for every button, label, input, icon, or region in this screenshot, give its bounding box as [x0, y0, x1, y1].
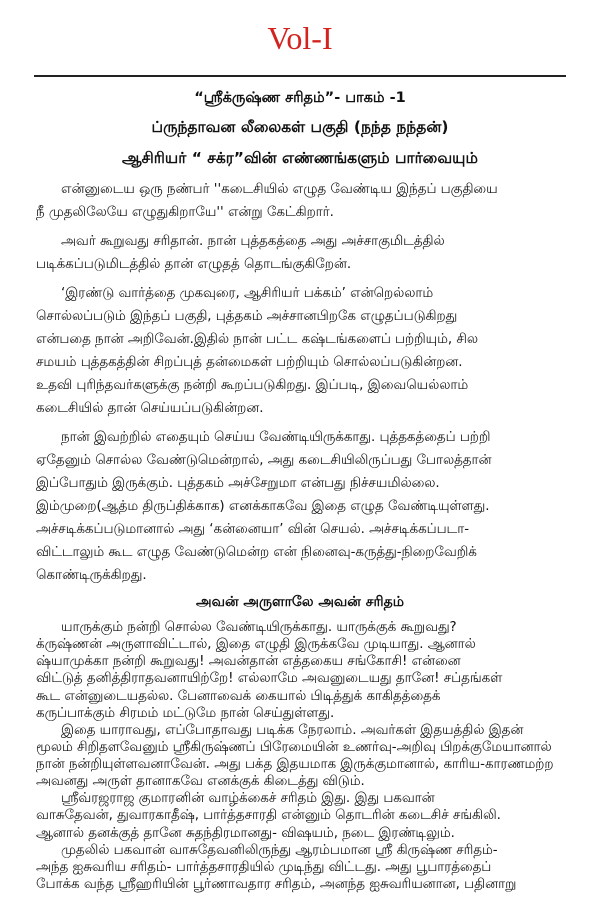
horizontal-rule — [34, 75, 566, 77]
text-line: அந்த ஐசுவரிய சரிதம்- பார்த்தசாரதியில் முடிந்து விட்டது. அது பூபாரத்தைப் — [36, 859, 492, 875]
text-line: வாசுதேவன், துவாரகாதீஷ், பார்த்தசாரதி என்னும் தொடரின் கடைசிச் சங்கிலி. — [36, 808, 501, 824]
text-line: நான் நன்றியுள்ளவனாவேன். அது பக்த இதயமாக இருக்குமானால், காரிய-காரணமற்ற — [36, 757, 554, 772]
text-line: இம்முறை(ஆத்ம திருப்திக்காக) எனக்காகவே இதை எழுத வேண்டியுள்ளது. — [36, 499, 490, 514]
section-title: ஆசிரியர் “ சக்ர”வின் எண்ணங்களும் பார்வையும் — [122, 149, 478, 167]
text-line: அச்சடிக்கப்படுமானால் அது ‘கன்னையா’ வின் செயல். அச்சடிக்கப்படா- — [36, 522, 470, 537]
text-line: கூட என்னுடையதல்ல. பேனாவைக் கையால் பிடித்துக் காகிதத்தைக் — [36, 688, 441, 704]
text-line: முதலில் பகவான் வாசுதேவனிலிருந்து ஆரம்பமான ஸ்ரீ கிருஷ்ண சரிதம்- — [61, 842, 498, 858]
text-line: ஷ்யாமுக்கா நன்றி கூறுவது! அவன்தான் எத்தகைய சங்கோசி! என்னை — [36, 654, 461, 670]
text-line: என்னுடைய ஒரு நண்பர் ''கடைசியில் எழுத வேண்டிய இந்தப் பகுதியை — [61, 182, 498, 197]
text-line: ‘இரண்டு வார்த்தை முகவுரை, ஆசிரியர் பக்கம்’ என்றெல்லாம் — [61, 286, 434, 301]
series-title: “ஸ்ரீக்ருஷ்ண சரிதம்”- பாகம் -1 — [194, 90, 406, 106]
text-line: கொண்டிருக்கிறது. — [36, 568, 147, 583]
text-line: என்பதை நான் அறிவேன்.இதில் நான் பட்ட கஷ்டங்களைப் பற்றியும், சில — [36, 332, 479, 347]
text-line: படிக்கப்படுமிடத்தில் தான் எழுதத் தொடங்குகிறேன். — [36, 257, 352, 272]
text-line: உதவி புரிந்தவர்களுக்கு நன்றி கூறப்படுகிறது. இப்படி, இவையெல்லாம் — [36, 378, 469, 393]
text-line: நீ முதலிலேயே எழுதுகிறாயே'' என்று கேட்கிறார். — [36, 205, 334, 220]
text-line: அவர் கூறுவது சரிதான். நான் புத்தகத்தை அது அச்சாகுமிடத்தில் — [61, 234, 445, 249]
text-line: ஸ்ரீவ்ரஜராஜ குமாரனின் வாழ்க்கைச் சரிதம் இது. இது பகவான் — [61, 791, 435, 807]
text-line: விட்டாலும் கூட எழுத வேண்டுமென்ற என் நினைவு-கருத்து-நிறைவேறிக் — [36, 545, 477, 560]
part-title: ப்ருந்தாவன லீலைகள் பகுதி (நந்த நந்தன்) — [151, 118, 449, 136]
text-line: அவனது அருள் தானாகவே எனக்குக் கிடைத்து விடும். — [36, 774, 365, 790]
text-line: கருப்பாக்கும் சிரமம் மட்டுமே நான் செய்துள்ளது. — [36, 705, 335, 721]
text-line: க்ருஷ்ணன் அருளாவிட்டால், இதை எழுதி இருக்கவே முடியாது. ஆனால் — [36, 637, 476, 653]
text-line: இப்போதும் இருக்கும். புத்தகம் அச்சேறுமா என்பது நிச்சயமில்லை. — [36, 476, 440, 491]
text-line: நான் இவற்றில் எதையும் செய்ய வேண்டியிருக்காது. புத்தகத்தைப் பற்றி — [61, 430, 491, 445]
volume-label: Vol-I — [267, 20, 333, 56]
text-line: இதை யாராவது, எப்போதாவது படிக்க நேரலாம். அவர்கள் இதயத்தில் இதன் — [61, 722, 524, 738]
text-line: ஏதேனும் சொல்ல வேண்டுமென்றால், அது கடைசியிலிருப்பது போலத்தான் — [36, 453, 492, 468]
text-line: கடைசியில் தான் செய்யப்படுகின்றன. — [36, 401, 264, 416]
text-line: ஆனால் தனக்குத் தானே சுதந்திரமானது- விஷயம், நடை இரண்டிலும். — [36, 825, 455, 841]
text-line: சொல்லப்படும் இந்தப் பகுதி, புத்தகம் அச்சானபிறகே எழுதப்படுகிறது — [36, 309, 458, 324]
text-line: விட்டுத் தனித்திராதவனாயிற்றே! எல்லாமே அவனுடையது தானே! சப்தங்கள் — [36, 671, 503, 687]
text-line: மூலம் சிறிதளவேனும் ஸ்ரீகிருஷ்ணப் பிரேமையின் உணர்வு-அறிவு பிறக்குமேயானால் — [36, 739, 552, 755]
text-line: சமயம் புத்தகத்தின் சிறப்புத் தன்மைகள் பற்றியும் சொல்லப்படுகின்றன. — [36, 355, 463, 370]
text-line: போக்க வந்த ஸ்ரீஹரியின் பூர்ணாவதார சரிதம், அனந்த ஐசுவரியனான, பதினாறு — [36, 876, 517, 892]
text-line: யாருக்கும் நன்றி சொல்ல வேண்டியிருக்காது. யாருக்குக் கூறுவது? — [61, 620, 457, 635]
subheading: அவன் அருளாலே அவன் சரிதம் — [196, 594, 404, 610]
